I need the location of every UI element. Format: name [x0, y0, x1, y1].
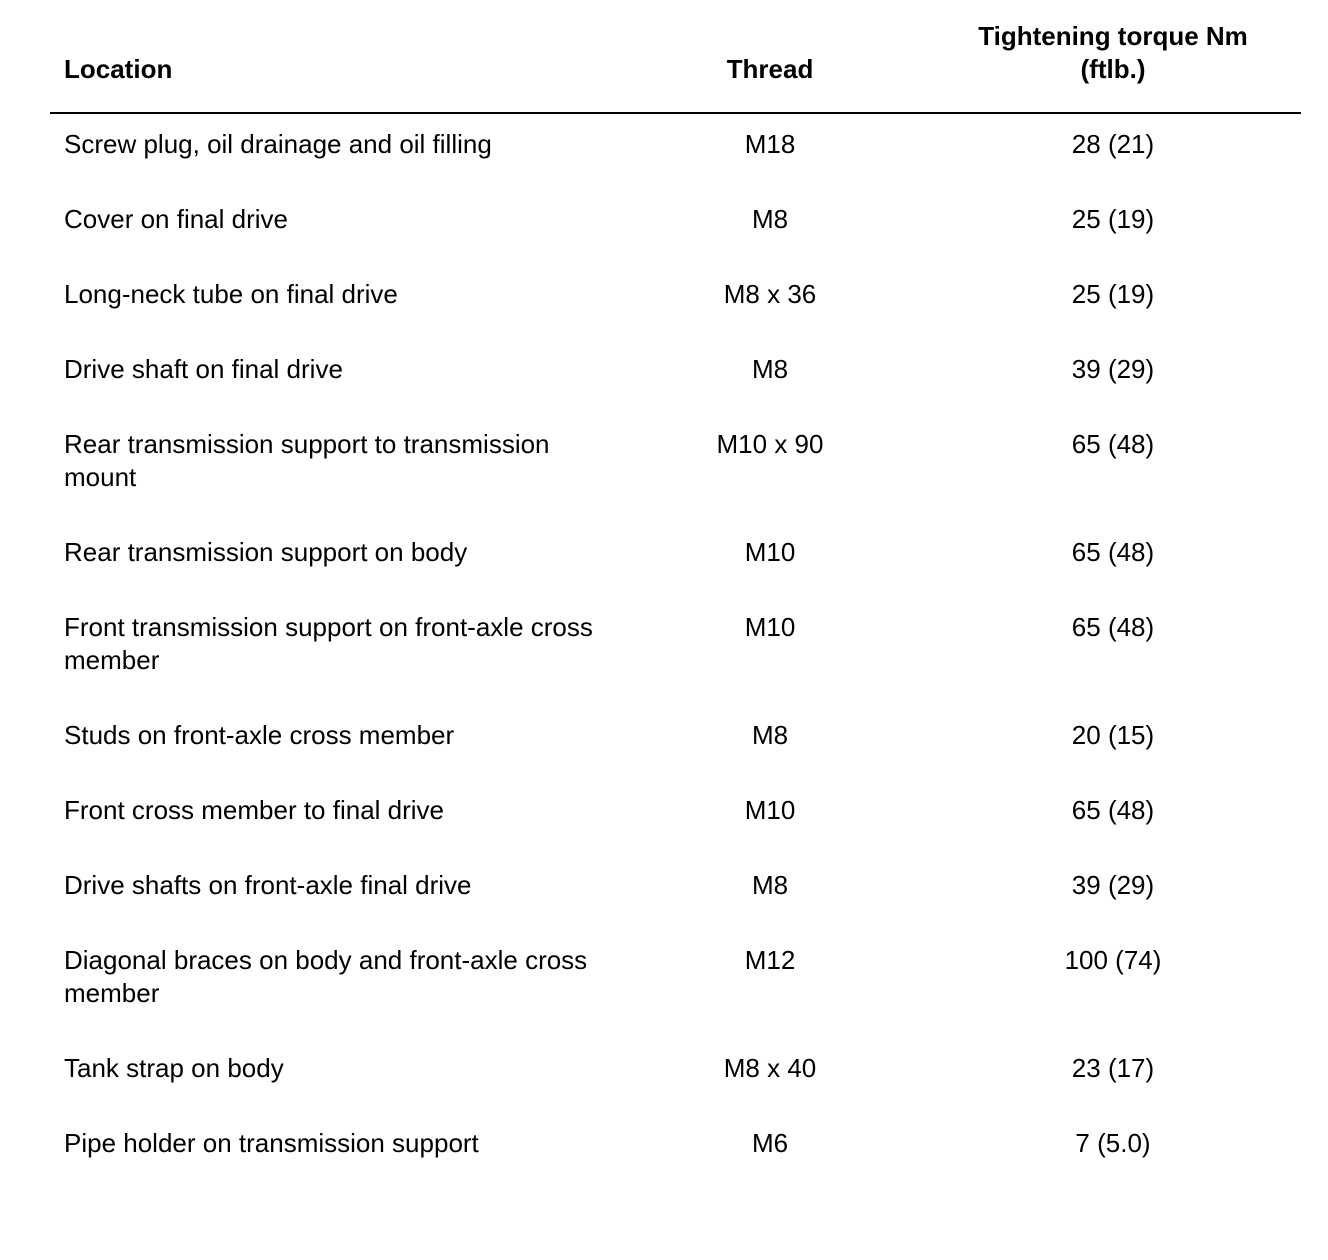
- cell-thread: M12: [744, 945, 796, 975]
- cell-torque: 65 (48): [1071, 795, 1155, 825]
- cell-location: Front transmission support on front-axle cross member: [64, 612, 593, 675]
- cell-torque: 39 (29): [1071, 870, 1155, 900]
- cell-location: Drive shafts on front-axle final drive: [64, 870, 472, 900]
- cell-location: Drive shaft on final drive: [64, 354, 343, 384]
- cell-torque: 39 (29): [1071, 354, 1155, 384]
- cell-location: Studs on front-axle cross member: [64, 720, 455, 750]
- cell-torque: 28 (21): [1071, 129, 1155, 159]
- table-header: [0, 0, 1328, 112]
- table-row: [0, 869, 1328, 944]
- table-row: [0, 944, 1328, 1052]
- cell-thread: M10: [744, 795, 796, 825]
- cell-thread: M10: [744, 537, 796, 567]
- cell-location: Diagonal braces on body and front-axle cross member: [64, 945, 588, 1008]
- cell-location: Screw plug, oil drainage and oil filling: [64, 129, 492, 159]
- cell-thread: M8: [751, 204, 789, 234]
- column-header-torque-line2: (ftlb.): [1080, 54, 1146, 84]
- table-row: [0, 128, 1328, 203]
- column-header-torque-line1: Tightening torque Nm: [978, 21, 1248, 51]
- table-row: [0, 794, 1328, 869]
- cell-thread: M8 x 36: [723, 279, 817, 309]
- cell-thread: M8: [751, 870, 789, 900]
- cell-thread: M10 x 90: [716, 429, 824, 459]
- table-row: [0, 611, 1328, 719]
- cell-thread: M8: [751, 720, 789, 750]
- table-row: [0, 428, 1328, 536]
- cell-torque: 25 (19): [1071, 204, 1155, 234]
- cell-location: Long-neck tube on final drive: [64, 279, 398, 309]
- table-body: [0, 128, 1328, 1202]
- cell-location: Cover on final drive: [64, 204, 288, 234]
- cell-location: Rear transmission support to transmission mount: [64, 429, 550, 492]
- column-header-location: Location: [64, 54, 173, 84]
- table-row: [0, 536, 1328, 611]
- table-row: [0, 353, 1328, 428]
- cell-torque: 25 (19): [1071, 279, 1155, 309]
- cell-location: Tank strap on body: [64, 1053, 284, 1083]
- cell-torque: 65 (48): [1071, 429, 1155, 459]
- cell-location: Front cross member to final drive: [64, 795, 445, 825]
- cell-torque: 7 (5.0): [1075, 1128, 1151, 1158]
- column-header-thread: Thread: [726, 54, 814, 84]
- table-row: [0, 1127, 1328, 1202]
- cell-location: Rear transmission support on body: [64, 537, 468, 567]
- cell-torque: 20 (15): [1071, 720, 1155, 750]
- cell-thread: M10: [744, 612, 796, 642]
- cell-torque: 100 (74): [1064, 945, 1162, 975]
- cell-thread: M6: [751, 1128, 789, 1158]
- table-row: [0, 719, 1328, 794]
- cell-thread: M18: [744, 129, 796, 159]
- table-row: [0, 203, 1328, 278]
- table-row: [0, 278, 1328, 353]
- cell-torque: 65 (48): [1071, 537, 1155, 567]
- cell-thread: M8 x 40: [723, 1053, 817, 1083]
- column-header-torque: [940, 20, 1286, 86]
- cell-torque: 65 (48): [1071, 612, 1155, 642]
- cell-torque: 23 (17): [1071, 1053, 1155, 1083]
- cell-location: Pipe holder on transmission support: [64, 1128, 479, 1158]
- cell-thread: M8: [751, 354, 789, 384]
- header-divider: [50, 112, 1301, 114]
- table-row: [0, 1052, 1328, 1127]
